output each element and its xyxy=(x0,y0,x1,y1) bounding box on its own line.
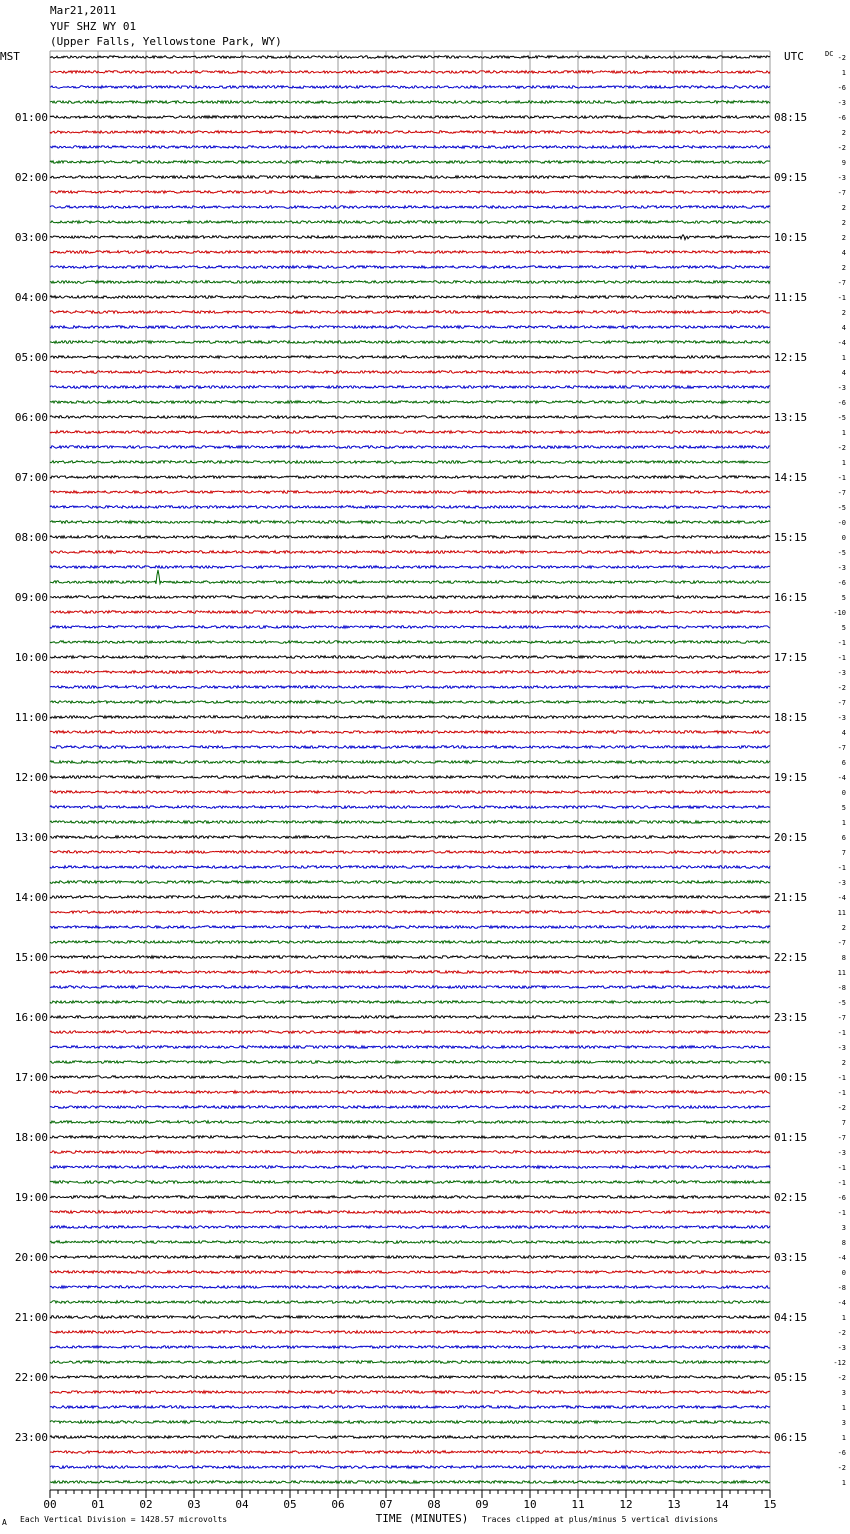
dc-offset-label: -1 xyxy=(837,1179,846,1187)
dc-offset-label: 2 xyxy=(841,219,846,227)
trace-line xyxy=(50,1376,770,1379)
trace-line xyxy=(50,716,770,719)
dc-offset-label: 2 xyxy=(841,204,846,212)
x-tick-label: 15 xyxy=(763,1498,777,1511)
trace-line xyxy=(50,176,770,179)
trace-line xyxy=(50,851,770,854)
dc-offset-label: -4 xyxy=(837,774,846,782)
x-tick-label: 04 xyxy=(235,1498,249,1511)
dc-offset-label: -0 xyxy=(837,519,846,527)
mst-axis-label: MST xyxy=(0,50,20,63)
trace-line xyxy=(50,551,770,554)
dc-offset-label: 1 xyxy=(841,819,846,827)
mst-hour-label: 02:00 xyxy=(14,171,48,184)
dc-offset-label: -2 xyxy=(837,1329,846,1337)
dc-offset-label: -6 xyxy=(837,1194,846,1202)
trace-line xyxy=(50,401,770,404)
mst-hour-label: 15:00 xyxy=(14,951,48,964)
dc-offset-label: 7 xyxy=(841,1119,846,1127)
trace-line xyxy=(50,686,770,689)
trace-line xyxy=(50,596,770,599)
dc-offset-label: -5 xyxy=(837,504,846,512)
dc-offset-label: 5 xyxy=(841,624,846,632)
trace-line xyxy=(50,235,770,240)
dc-offset-label: -2 xyxy=(837,444,846,452)
trace-line xyxy=(50,1046,770,1049)
trace-line xyxy=(50,671,770,674)
dc-offset-label: 0 xyxy=(841,534,846,542)
trace-line xyxy=(50,1061,770,1064)
trace-group xyxy=(50,56,770,1484)
trace-line xyxy=(50,731,770,734)
dc-offset-label: -1 xyxy=(837,1164,846,1172)
dc-offset-label: 2 xyxy=(841,234,846,242)
trace-line xyxy=(50,326,770,329)
utc-hour-label: 16:15 xyxy=(774,591,808,604)
trace-line xyxy=(50,761,770,764)
trace-line xyxy=(50,911,770,914)
x-tick-label: 02 xyxy=(139,1498,153,1511)
dc-offset-label: 3 xyxy=(841,1224,846,1232)
trace-line xyxy=(50,251,770,254)
trace-line xyxy=(50,491,770,494)
dc-offset-label: -3 xyxy=(837,99,846,107)
trace-line xyxy=(50,1331,770,1334)
trace-line xyxy=(50,1301,770,1304)
mst-hour-label: 11:00 xyxy=(14,711,48,724)
trace-line xyxy=(50,971,770,974)
trace-line xyxy=(50,536,770,539)
x-tick-label: 09 xyxy=(475,1498,489,1511)
trace-line xyxy=(50,86,770,89)
trace-line xyxy=(50,776,770,779)
trace-line xyxy=(50,641,770,644)
dc-offset-label: 11 xyxy=(837,969,846,977)
mst-hour-label: 14:00 xyxy=(14,891,48,904)
mst-hour-label: 17:00 xyxy=(14,1071,48,1084)
trace-line xyxy=(50,1271,770,1274)
dc-offset-label: -5 xyxy=(837,549,846,557)
trace-line xyxy=(50,1106,770,1109)
dc-offset-label: -3 xyxy=(837,1044,846,1052)
dc-offset-label: 3 xyxy=(841,1419,846,1427)
dc-offset-label: 4 xyxy=(841,729,846,737)
label-group xyxy=(0,50,846,1525)
dc-offset-label: -3 xyxy=(837,174,846,182)
trace-line xyxy=(50,221,770,224)
trace-line xyxy=(50,806,770,809)
trace-line xyxy=(50,1316,770,1319)
trace-line xyxy=(50,1256,770,1259)
dc-offset-label: 1 xyxy=(841,69,846,77)
utc-hour-label: 03:15 xyxy=(774,1251,808,1264)
footer-scale-note: Each Vertical Division = 1428.57 microvolts xyxy=(20,1515,228,1524)
dc-offset-label: 6 xyxy=(841,834,846,842)
trace-line xyxy=(50,1121,770,1124)
dc-offset-label: 5 xyxy=(841,804,846,812)
footer-clip-note: Traces clipped at plus/minus 5 vertical divisions xyxy=(482,1515,719,1524)
trace-line xyxy=(50,1031,770,1034)
trace-line xyxy=(50,701,770,704)
dc-offset-label: -1 xyxy=(837,294,846,302)
x-tick-label: 10 xyxy=(523,1498,537,1511)
trace-line xyxy=(50,881,770,884)
trace-line xyxy=(50,1076,770,1079)
utc-hour-label: 02:15 xyxy=(774,1191,808,1204)
dc-offset-label: -3 xyxy=(837,714,846,722)
dc-offset-label: -3 xyxy=(837,1344,846,1352)
dc-offset-label: -6 xyxy=(837,114,846,122)
mst-hour-label: 06:00 xyxy=(14,411,48,424)
utc-hour-label: 00:15 xyxy=(774,1071,808,1084)
x-tick-label: 00 xyxy=(43,1498,57,1511)
dc-offset-label: 4 xyxy=(841,369,846,377)
dc-offset-label: -1 xyxy=(837,639,846,647)
trace-line xyxy=(50,986,770,989)
trace-line xyxy=(50,1001,770,1004)
trace-line xyxy=(50,836,770,839)
dc-offset-label: -4 xyxy=(837,1299,846,1307)
trace-line xyxy=(50,341,770,344)
utc-hour-label: 06:15 xyxy=(774,1431,808,1444)
trace-line xyxy=(50,1421,770,1424)
dc-offset-label: -6 xyxy=(837,579,846,587)
utc-hour-label: 22:15 xyxy=(774,951,808,964)
trace-line xyxy=(50,191,770,194)
dc-offset-label: 2 xyxy=(841,924,846,932)
dc-offset-label: -1 xyxy=(837,864,846,872)
mst-hour-label: 01:00 xyxy=(14,111,48,124)
dc-offset-label: 1 xyxy=(841,429,846,437)
mst-hour-label: 16:00 xyxy=(14,1011,48,1024)
dc-offset-label: -1 xyxy=(837,654,846,662)
trace-line xyxy=(50,896,770,899)
trace-line xyxy=(50,566,770,569)
dc-offset-label: -2 xyxy=(837,1104,846,1112)
dc-offset-label: -8 xyxy=(837,984,846,992)
trace-line xyxy=(50,1391,770,1394)
utc-hour-label: 13:15 xyxy=(774,411,808,424)
mst-hour-label: 19:00 xyxy=(14,1191,48,1204)
utc-hour-label: 04:15 xyxy=(774,1311,808,1324)
x-tick-label: 07 xyxy=(379,1498,393,1511)
utc-hour-label: 05:15 xyxy=(774,1371,808,1384)
trace-line xyxy=(50,71,770,74)
dc-offset-label: 7 xyxy=(841,849,846,857)
trace-line xyxy=(50,371,770,374)
utc-hour-label: 17:15 xyxy=(774,651,808,664)
trace-line xyxy=(50,1241,770,1244)
dc-offset-label: 1 xyxy=(841,1314,846,1322)
dc-offset-label: 1 xyxy=(841,1404,846,1412)
trace-line xyxy=(50,266,770,269)
trace-line xyxy=(50,101,770,104)
dc-offset-label: 5 xyxy=(841,594,846,602)
trace-line xyxy=(50,1166,770,1169)
x-tick-label: 05 xyxy=(283,1498,297,1511)
trace-line xyxy=(50,1226,770,1229)
trace-line xyxy=(50,866,770,869)
utc-hour-label: 21:15 xyxy=(774,891,808,904)
trace-line xyxy=(50,356,770,359)
header-location: (Upper Falls, Yellowstone Park, WY) xyxy=(50,35,282,48)
utc-hour-label: 23:15 xyxy=(774,1011,808,1024)
trace-line xyxy=(50,1361,770,1364)
x-tick-label: 12 xyxy=(619,1498,633,1511)
dc-offset-label: -3 xyxy=(837,1149,846,1157)
mst-hour-label: 21:00 xyxy=(14,1311,48,1324)
dc-offset-label: -7 xyxy=(837,1134,846,1142)
trace-line xyxy=(50,1016,770,1019)
utc-hour-label: 15:15 xyxy=(774,531,808,544)
dc-offset-label: -2 xyxy=(837,54,846,62)
mst-hour-label: 08:00 xyxy=(14,531,48,544)
dc-offset-label: 1 xyxy=(841,1479,846,1487)
dc-offset-label: 8 xyxy=(841,954,846,962)
dc-offset-label: -4 xyxy=(837,1254,846,1262)
utc-hour-label: 10:15 xyxy=(774,231,808,244)
trace-line xyxy=(50,131,770,134)
mst-hour-label: 13:00 xyxy=(14,831,48,844)
dc-offset-label: -4 xyxy=(837,894,846,902)
trace-line xyxy=(50,926,770,929)
header-date: Mar21,2011 xyxy=(50,4,117,17)
trace-line xyxy=(50,1151,770,1154)
trace-line xyxy=(50,446,770,449)
trace-line xyxy=(50,1211,770,1214)
dc-offset-label: -1 xyxy=(837,1209,846,1217)
trace-line xyxy=(50,1091,770,1094)
trace-line xyxy=(50,206,770,209)
dc-offset-label: -7 xyxy=(837,744,846,752)
dc-offset-label: 2 xyxy=(841,309,846,317)
dc-offset-label: 2 xyxy=(841,264,846,272)
trace-line xyxy=(50,1346,770,1349)
dc-offset-label: 6 xyxy=(841,759,846,767)
trace-line xyxy=(50,116,770,119)
dc-offset-label: -3 xyxy=(837,879,846,887)
trace-line xyxy=(50,821,770,824)
trace-line xyxy=(50,1436,770,1439)
header-station: YUF SHZ WY 01 xyxy=(50,20,137,33)
trace-line xyxy=(50,746,770,749)
trace-line xyxy=(50,1481,770,1484)
trace-line xyxy=(50,1451,770,1454)
utc-hour-label: 12:15 xyxy=(774,351,808,364)
dc-offset-label: -4 xyxy=(837,339,846,347)
trace-line xyxy=(50,570,770,584)
x-tick-label: 11 xyxy=(571,1498,585,1511)
trace-line xyxy=(50,791,770,794)
dc-offset-label: 8 xyxy=(841,1239,846,1247)
trace-line xyxy=(50,1466,770,1469)
dc-offset-label: -7 xyxy=(837,1014,846,1022)
dc-offset-label: -1 xyxy=(837,1029,846,1037)
trace-line xyxy=(50,296,770,299)
dc-offset-label: -3 xyxy=(837,564,846,572)
footer-mark: A xyxy=(2,1518,7,1527)
dc-offset-label: -3 xyxy=(837,669,846,677)
dc-offset-label: -7 xyxy=(837,279,846,287)
dc-axis-label: DC xyxy=(825,50,834,58)
dc-offset-label: 4 xyxy=(841,324,846,332)
utc-axis-label: UTC xyxy=(784,50,804,63)
utc-hour-label: 08:15 xyxy=(774,111,808,124)
mst-hour-label: 03:00 xyxy=(14,231,48,244)
utc-hour-label: 09:15 xyxy=(774,171,808,184)
dc-offset-label: -5 xyxy=(837,414,846,422)
dc-offset-label: -2 xyxy=(837,144,846,152)
utc-hour-label: 20:15 xyxy=(774,831,808,844)
utc-hour-label: 18:15 xyxy=(774,711,808,724)
trace-line xyxy=(50,626,770,629)
utc-hour-label: 14:15 xyxy=(774,471,808,484)
utc-hour-label: 11:15 xyxy=(774,291,808,304)
trace-line xyxy=(50,941,770,944)
x-tick-label: 08 xyxy=(427,1498,441,1511)
dc-offset-label: -6 xyxy=(837,84,846,92)
dc-offset-label: 3 xyxy=(841,1389,846,1397)
trace-line xyxy=(50,1181,770,1184)
dc-offset-label: 1 xyxy=(841,459,846,467)
mst-hour-label: 23:00 xyxy=(14,1431,48,1444)
dc-offset-label: -6 xyxy=(837,1449,846,1457)
mst-hour-label: 18:00 xyxy=(14,1131,48,1144)
x-tick-label: 13 xyxy=(667,1498,681,1511)
dc-offset-label: -1 xyxy=(837,1089,846,1097)
trace-line xyxy=(50,146,770,149)
trace-line xyxy=(50,416,770,419)
dc-offset-label: -2 xyxy=(837,684,846,692)
x-tick-label: 03 xyxy=(187,1498,201,1511)
dc-offset-label: -7 xyxy=(837,489,846,497)
mst-hour-label: 07:00 xyxy=(14,471,48,484)
dc-offset-label: -7 xyxy=(837,189,846,197)
mst-hour-label: 22:00 xyxy=(14,1371,48,1384)
dc-offset-label: 0 xyxy=(841,789,846,797)
mst-hour-label: 10:00 xyxy=(14,651,48,664)
trace-line xyxy=(50,506,770,509)
x-axis-title: TIME (MINUTES) xyxy=(375,1512,469,1525)
trace-line xyxy=(50,956,770,959)
x-tick-label: 06 xyxy=(331,1498,345,1511)
trace-line xyxy=(50,1286,770,1289)
mst-hour-label: 04:00 xyxy=(14,291,48,304)
trace-line xyxy=(50,1136,770,1139)
dc-offset-label: -5 xyxy=(837,999,846,1007)
dc-offset-label: 1 xyxy=(841,354,846,362)
trace-line xyxy=(50,521,770,524)
dc-offset-label: 4 xyxy=(841,249,846,257)
dc-offset-label: -12 xyxy=(833,1359,846,1367)
x-tick-label: 14 xyxy=(715,1498,729,1511)
dc-offset-label: -8 xyxy=(837,1284,846,1292)
dc-offset-label: -7 xyxy=(837,939,846,947)
trace-line xyxy=(50,431,770,434)
trace-line xyxy=(50,311,770,314)
dc-offset-label: 2 xyxy=(841,1059,846,1067)
dc-offset-label: -1 xyxy=(837,474,846,482)
trace-line xyxy=(50,1196,770,1199)
dc-offset-label: -6 xyxy=(837,399,846,407)
mst-hour-label: 05:00 xyxy=(14,351,48,364)
trace-line xyxy=(50,656,770,659)
trace-line xyxy=(50,476,770,479)
dc-offset-label: -1 xyxy=(837,1074,846,1082)
dc-offset-label: -2 xyxy=(837,1464,846,1472)
x-tick-label: 01 xyxy=(91,1498,105,1511)
trace-line xyxy=(50,461,770,464)
mst-hour-label: 12:00 xyxy=(14,771,48,784)
dc-offset-label: -7 xyxy=(837,699,846,707)
mst-hour-label: 09:00 xyxy=(14,591,48,604)
dc-offset-label: 1 xyxy=(841,1434,846,1442)
dc-offset-label: 2 xyxy=(841,129,846,137)
dc-offset-label: 0 xyxy=(841,1269,846,1277)
trace-line xyxy=(50,1406,770,1409)
dc-offset-label: 11 xyxy=(837,909,846,917)
trace-line xyxy=(50,386,770,389)
dc-offset-label: 9 xyxy=(841,159,846,167)
mst-hour-label: 20:00 xyxy=(14,1251,48,1264)
utc-hour-label: 01:15 xyxy=(774,1131,808,1144)
trace-line xyxy=(50,281,770,284)
utc-hour-label: 19:15 xyxy=(774,771,808,784)
dc-offset-label: -2 xyxy=(837,1374,846,1382)
trace-line xyxy=(50,161,770,164)
dc-offset-label: -3 xyxy=(837,384,846,392)
dc-offset-label: -10 xyxy=(833,609,846,617)
trace-line xyxy=(50,611,770,614)
trace-line xyxy=(50,56,770,59)
